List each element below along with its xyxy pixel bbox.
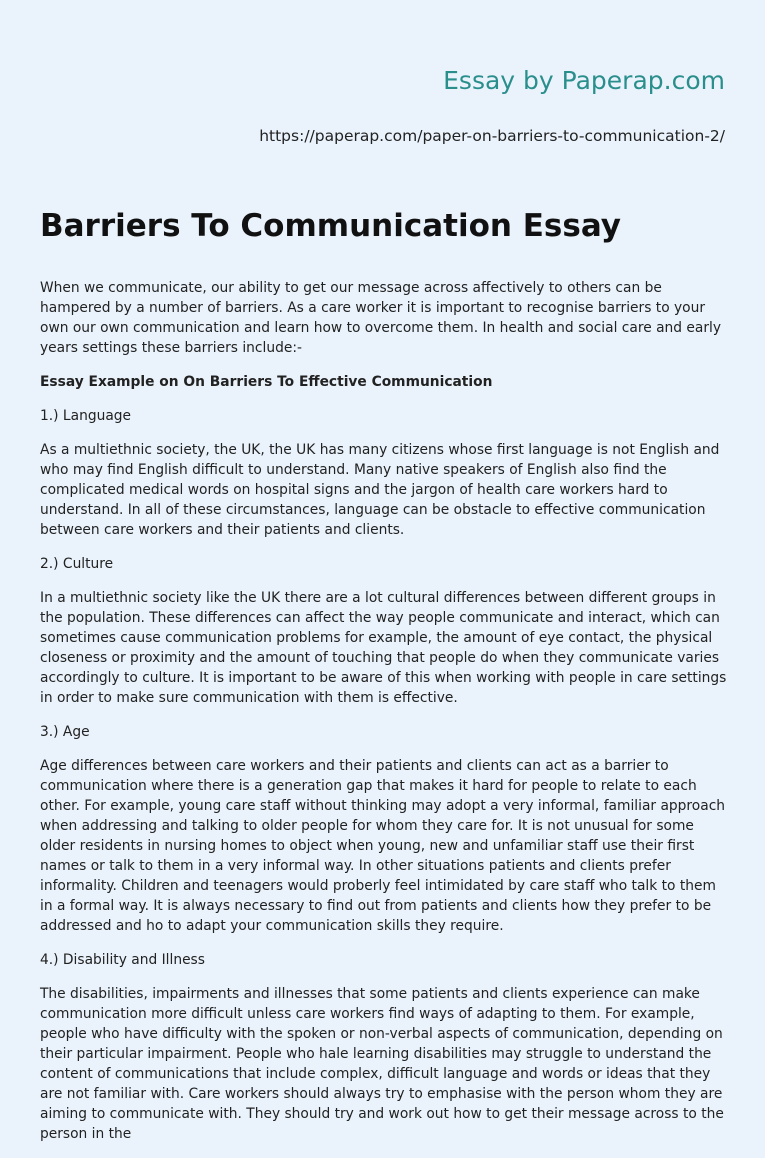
section-heading-culture: 2.) Culture bbox=[40, 556, 114, 572]
language-paragraph: As a multiethnic society, the UK, the UK has many citizens whose first language is not English and who may find English difficult to understand. Many native speakers of English also find the complicated medical words on hospital signs and the jargon of health care workers hard to understand. In all of these circumstances, language can be obstacle to effective communication between care workers and their patients and clients. bbox=[40, 442, 720, 538]
section-heading-language: 1.) Language bbox=[40, 408, 132, 424]
essay-body bbox=[40, 278, 728, 1158]
section-heading-age: 3.) Age bbox=[40, 724, 90, 740]
intro-paragraph: When we communicate, our ability to get our message across affectively to others can be hampered by a number of barriers. As a care worker it is important to recognise barriers to your own our own communication and learn how to overcome them. In health and social care and early years settings these barriers include:- bbox=[40, 280, 722, 356]
brand-title[interactable]: Essay by Paperap.com bbox=[443, 66, 725, 95]
source-url[interactable]: https://paperap.com/paper-on-barriers-to-communication-2/ bbox=[259, 127, 725, 145]
culture-paragraph: In a multiethnic society like the UK there are a lot cultural differences between different groups in the population. These differences can affect the way people communicate and interact, which can sometimes cause communication problems for example, the amount of eye contact, the physical closeness or proximity and the amount of touching that people do when they communicate varies accordingly to culture. It is important to be aware of this when working with people in care settings in order to make sure communication with them is effective. bbox=[40, 590, 727, 706]
disability-paragraph: The disabilities, impairments and illnesses that some patients and clients experience can make communication more difficult unless care workers find ways of adapting to them. For example, people who have difficulty with the spoken or non-verbal aspects of communication, depending on their particular impairment. People who hale learning disabilities may struggle to understand the content of communications that include complex, difficult language and words or ideas that they are not familiar with. Care workers should always try to emphasise with the person whom they are aiming to communicate with. They should try and work out how to get their message across to the person in the bbox=[40, 986, 724, 1142]
section-heading-disability: 4.) Disability and Illness bbox=[40, 952, 205, 968]
age-paragraph: Age differences between care workers and their patients and clients can act as a barrier to communication where there is a generation gap that makes it hard for people to relate to each other. For example, young care staff without thinking may adopt a very informal, familiar approach when addressing and talking to older people for whom they care for. It is not unusual for some older residents in nursing homes to object when young, new and unfamiliar staff use their first names or talk to them in a very informal way. In other situations patients and clients prefer informality. Children and teenagers would proberly feel intimidated by care staff who talk to them in a formal way. It is always necessary to find out from patients and clients how they prefer to be addressed and ho to adapt your communication skills they require. bbox=[40, 758, 726, 934]
essay-title: Barriers To Communication Essay bbox=[40, 208, 621, 244]
example-heading: Essay Example on On Barriers To Effective Communication bbox=[40, 374, 493, 390]
